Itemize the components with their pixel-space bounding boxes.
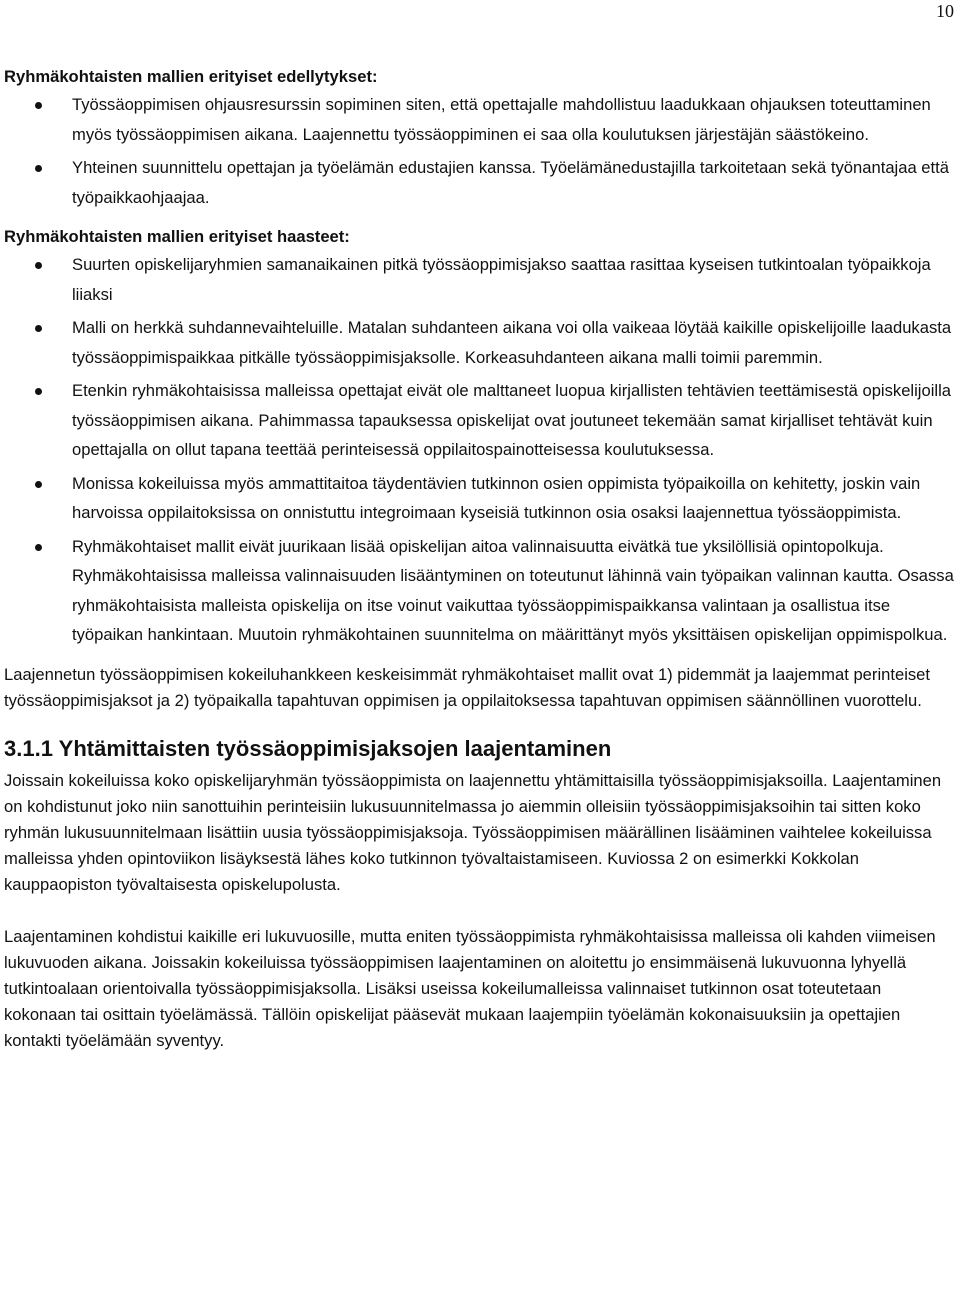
body-paragraph: Laajentaminen kohdistui kaikille eri lukuvuosille, mutta eniten työssäoppimista ryhmäkohtaisissa malleissa oli kahden viimeisen lukuvuoden aikana. Joissakin kokeiluissa työssäoppimisen laajentaminen on aloitettu jo ensimmäisenä lukuvuonna lyhyellä tutkintoalaan orientoivalla työssäoppimisjaksolla. Lisäksi useissa kokeilumalleissa valinnaiset tutkinnon osat toteutetaan kokonaan tai osittain työelämässä. Tällöin opiskelijat pääsevät mukaan laajempiin työelämän kokonaisuuksiin ja opettajien kontakti työelämään syventyy. <box>4 926 936 1050</box>
list-item: Etenkin ryhmäkohtaisissa malleissa opettajat eivät ole malttaneet luopua kirjallisten tehtävien teettämisestä opiskelijoilla työssäoppimisen aikana. Pahimmassa tapauksessa opiskelijat ovat joutuneet tekemään samat kirjalliset tehtävät kuin opettajalla on ollut tapana teettää perinteisessä oppilaitospainotteisessa koulutuksessa. <box>4 376 956 465</box>
summary-paragraph: Laajennetun työssäoppimisen kokeiluhankkeen keskeisimmät ryhmäkohtaiset mallit ovat 1) pidemmät ja laajemmat perinteiset työssäoppimisjaksot ja 2) työpaikalla tapahtuvan oppimisen ja oppilaitoksessa tapahtuvan oppimisen säännöllinen vuorottelu. <box>4 664 931 710</box>
list-item: Malli on herkkä suhdannevaihteluille. Matalan suhdanteen aikana voi olla vaikeaa löytää kaikille opiskelijoille laadukasta työssäoppimispaikkaa pitkälle työssäoppimisjaksolle. Korkeasuhdanteen aikana malli toimii paremmin. <box>4 313 956 372</box>
list-item: Monissa kokeiluissa myös ammattitaitoa täydentävien tutkinnon osien oppimista työpaikoilla on kehitetty, joskin vain harvoissa oppilaitoksissa on onnistuttu integroimaan kyseisiä tutkinnon osia osaksi laajennettua työssäoppimista. <box>4 469 956 528</box>
challenges-heading: Ryhmäkohtaisten mallien erityiset haasteet: <box>4 227 350 246</box>
requirements-heading: Ryhmäkohtaisten mallien erityiset edellytykset: <box>4 67 378 86</box>
document-body <box>4 64 956 1054</box>
body-paragraph: Joissain kokeiluissa koko opiskelijaryhmän työssäoppimista on laajennettu yhtämittaisilla työssäoppimisjaksoilla. Laajentaminen on kohdistunut joko niin sanottuihin perinteisiin lukusuunnitelmassa jo aiemmin olleisiin työssäoppimisjaksoihin tai sitten koko ryhmän lukusuunnitelmaan lisättiin uusia työssäoppimisjaksoja. Työssäoppimisen määrällinen lisääminen vaihtelee kokeiluissa malleissa yhden opintoviikon lisäyksestä lähes koko tutkinnon työvaltaistamiseen. Kuviossa 2 on esimerkki Kokkolan kauppaopiston työvaltaisesta opiskelupolusta. <box>4 770 942 894</box>
page-number: 10 <box>936 1 954 21</box>
challenges-list <box>4 250 956 650</box>
list-item: Yhteinen suunnittelu opettajan ja työelämän edustajien kanssa. Työelämänedustajilla tarkoitetaan sekä työnantajaa että työpaikkaohjaajaa. <box>4 153 956 212</box>
list-item: Työssäoppimisen ohjausresurssin sopiminen siten, että opettajalle mahdollistuu laadukkaan ohjauksen toteuttaminen myös työssäoppimisen aikana. Laajennettu työssäoppiminen ei saa olla koulutuksen järjestäjän säästökeino. <box>4 90 956 149</box>
list-item: Suurten opiskelijaryhmien samanaikainen pitkä työssäoppimisjakso saattaa rasittaa kyseisen tutkintoalan työpaikkoja liiaksi <box>4 250 956 309</box>
list-item: Ryhmäkohtaiset mallit eivät juurikaan lisää opiskelijan aitoa valinnaisuutta eivätkä tue yksilöllisiä opintopolkuja. Ryhmäkohtaisissa malleissa valinnaisuuden lisääntyminen on toteutunut lähinnä vain työpaikan valinnan kautta. Osassa ryhmäkohtaisista malleista opiskelija on itse voinut vaikuttaa työssäoppimispaikkansa valintaan ja osallistua itse työpaikan hankintaan. Muutoin ryhmäkohtainen suunnitelma on määrittänyt myös yksittäisen opiskelijan oppimispolkua. <box>4 532 956 650</box>
section-title: 3.1.1 Yhtämittaisten työssäoppimisjaksojen laajentaminen <box>4 735 612 761</box>
requirements-list <box>4 90 956 212</box>
